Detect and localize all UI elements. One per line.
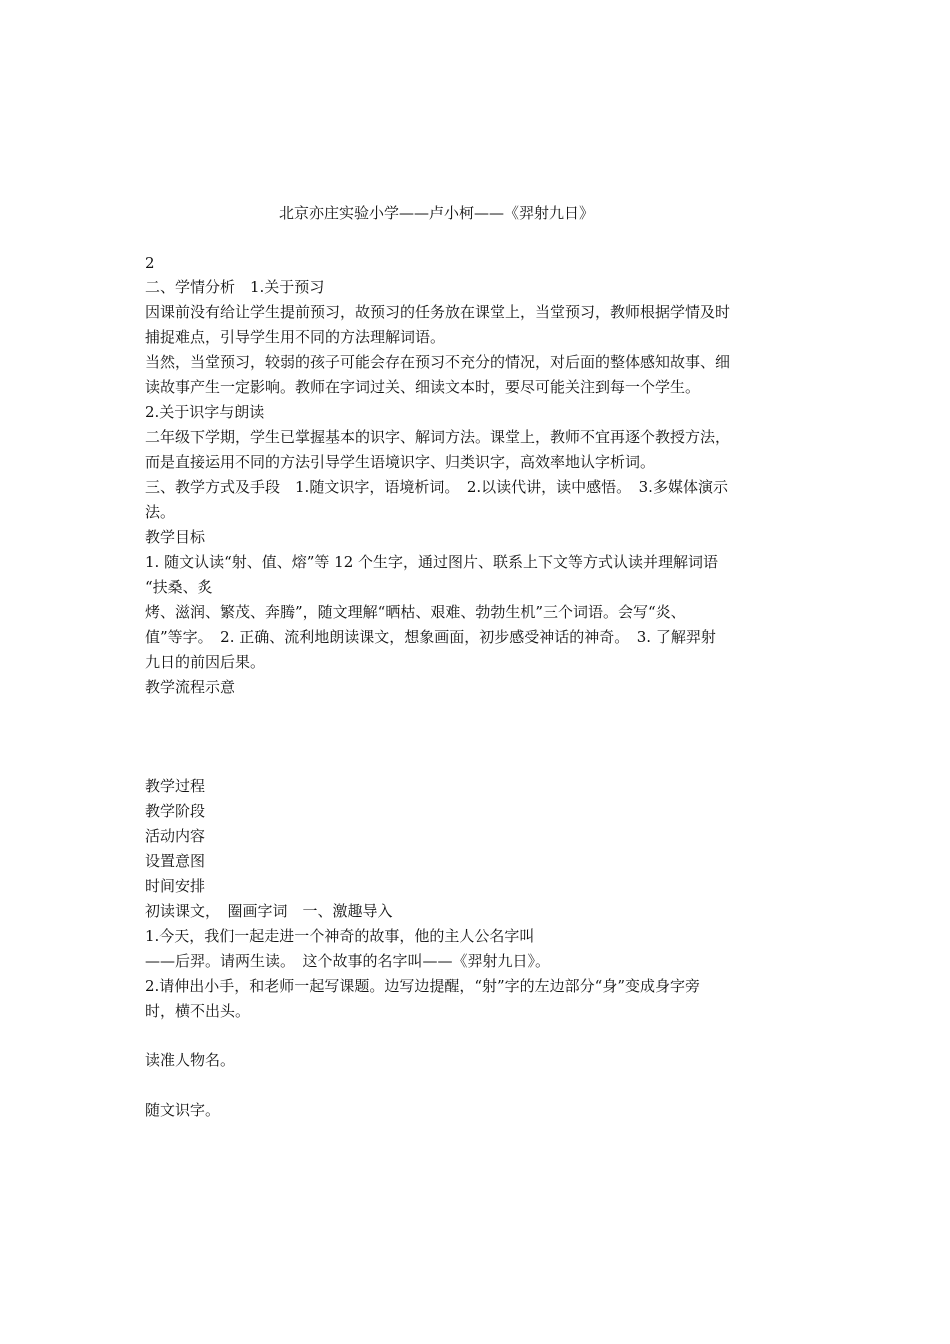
subheading-literacy-reading: 2.关于识字与朗读	[145, 403, 265, 421]
heading-teaching-goals: 教学目标	[145, 528, 206, 546]
paragraph-line: 1.今天，我们一起走进一个神奇的故事，他的主人公名字叫	[145, 927, 535, 945]
paragraph-line: 因课前没有给让学生提前预习，故预习的任务放在课堂上，当堂预习，教师根据学情及时	[145, 303, 731, 321]
section-heading-student-analysis: 二、学情分析 1.关于预习	[145, 278, 325, 296]
paragraph-line: 二年级下学期，学生已掌握基本的识字、解词方法。课堂上，教师不宜再逐个教授方法，	[145, 428, 731, 446]
table-header-stage: 教学阶段	[145, 802, 206, 820]
table-header-activity: 活动内容	[145, 827, 206, 845]
paragraph-line: 烤、滋润、繁茂、奔腾”，随文理解“晒枯、艰难、勃勃生机”三个词语。会写“炎、	[145, 603, 686, 621]
paragraph-line: 当然，当堂预习，较弱的孩子可能会存在预习不充分的情况，对后面的整体感知故事、细	[145, 353, 731, 371]
document-title: 北京亦庄实验小学——卢小柯——《羿射九日》	[279, 204, 595, 222]
paragraph-line: 值”等字。 2. 正确、流利地朗读课文，想象画面，初步感受神话的神奇。 3. 了解羿射	[145, 628, 716, 646]
heading-teaching-process: 教学过程	[145, 777, 206, 795]
page-number: 2	[145, 254, 155, 272]
table-header-time: 时间安排	[145, 877, 206, 895]
table-header-intent: 设置意图	[145, 852, 206, 870]
paragraph-line: 2.请伸出小手，和老师一起写课题。边写边提醒，“射”字的左边部分“身”变成身字旁	[145, 977, 700, 995]
paragraph-line: 而是直接运用不同的方法引导学生语境识字、归类识字，高效率地认字析词。	[145, 453, 656, 471]
paragraph-line: ——后羿。请两生读。 这个故事的名字叫——《羿射九日》。	[145, 952, 551, 970]
paragraph-line: 时，横不出头。	[145, 1002, 251, 1020]
paragraph-line: 1. 随文认读“射、值、熔”等 12 个生字，通过图片、联系上下文等方式认读并理解词语	[145, 553, 719, 571]
paragraph-line: 读故事产生一定影响。教师在字词过关、细读文本时，要尽可能关注到每一个学生。	[145, 378, 701, 396]
paragraph-line: “扶桑、炙	[145, 578, 213, 596]
paragraph-line: 捕捉难点，引导学生用不同的方法理解词语。	[145, 328, 446, 346]
paragraph-line: 读准人物名。	[145, 1051, 236, 1069]
paragraph-line: 初读课文， 圈画字词 一、激趣导入	[145, 902, 393, 920]
paragraph-line: 法。	[145, 503, 176, 521]
paragraph-line: 九日的前因后果。	[145, 653, 266, 671]
heading-teaching-flow: 教学流程示意	[145, 678, 236, 696]
paragraph-line: 随文识字。	[145, 1101, 221, 1119]
section-heading-teaching-methods: 三、教学方式及手段 1.随文识字，语境析词。 2.以读代讲，读中感悟。 3.多媒体演示	[145, 478, 728, 496]
